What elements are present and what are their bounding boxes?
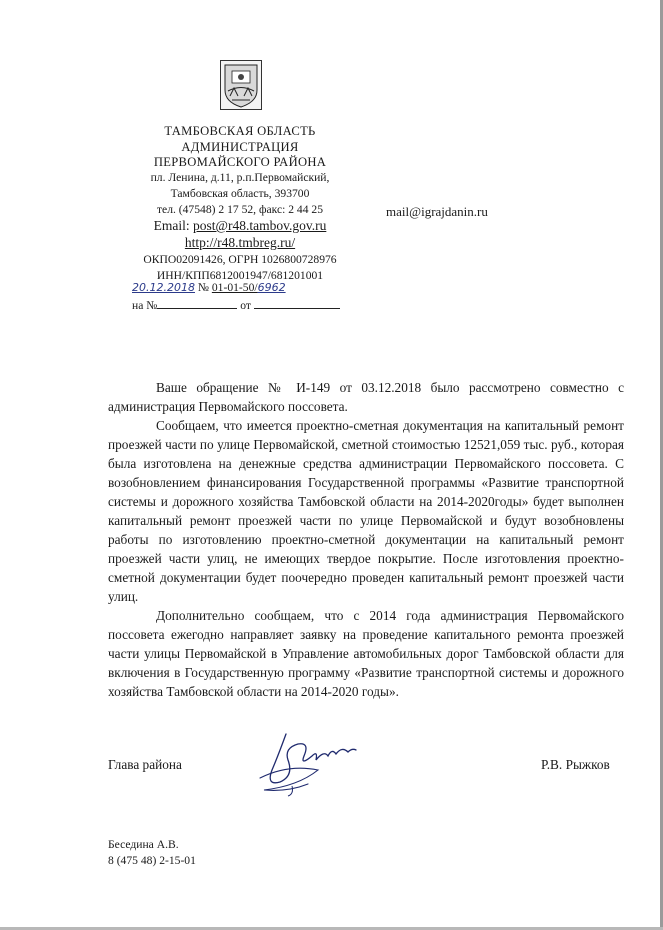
letterhead-inn-kpp: ИНН/КПП6812001947/681201001 [156,269,324,282]
letterhead-phone: тел. (47548) 2 17 52, факс: 2 44 25 [156,203,324,216]
reference-number-blank [157,298,237,309]
letterhead-okpo-ogrn: ОКПО02091426, ОГРН 1026800728976 [143,253,337,266]
body-paragraph-1: Ваше обращение № И-149 от 03.12.2018 было рассмотрено совместно с администрация Первомайского поссовета. [108,380,624,414]
reference-date-blank [254,298,340,309]
reference-line [132,298,340,312]
registration-date: 20.12.2018 [132,281,195,294]
letterhead-website-line [110,235,370,251]
email-link[interactable]: post@r48.tambov.gov.ru [193,218,327,233]
letterhead-district: ПЕРВОМАЙСКОГО РАЙОНА [153,155,327,169]
letterhead-admin: АДМИНИСТРАЦИЯ [181,140,299,154]
registration-line [132,281,286,294]
reference-from-label: от [240,299,251,312]
signatory-title: Глава района [108,757,182,772]
executor-phone: 8 (475 48) 2-15-01 [108,854,196,867]
letter-body [108,378,624,701]
registration-number-label: № [197,281,209,294]
email-label: Email: [153,218,194,233]
handwritten-signature [258,726,358,798]
signatory-name: Р.В. Рыжков [541,757,610,772]
website-link[interactable]: http://r48.tmbreg.ru/ [184,235,296,250]
letterhead-email-line [110,218,370,234]
body-paragraph-2: Сообщаем, что имеется проектно-сметная документация на капитальный ремонт проезжей части по улице Первомайской, сметной стоимостью 12521,059 тыс. руб., которая была изготовлена на денежные средства администрации Первомайского поссовета. С возобновлением финансирования Государственной программы «Развитие транспортной системы и дорожного хозяйства Тамбовской области на 2014-2020годы» будет выполнен капитальный ремонт проезжей части по улице Первомайской и будут возобновлены работы по изготовлению проектно-сметной документации на капитальный ремонт проезжей части улиц, не имеющих твердое покрытие. После изготовления проектно-сметной документации будет поочередно проведен капитальный ремонт проезжей части улиц. [108,418,624,604]
letterhead-address-line2: Тамбовская область, 393700 [170,187,310,200]
body-paragraph-3: Дополнительно сообщаем, что с 2014 года администрация Первомайского поссовета ежегодно направляет заявку на проведение капитального ремонта проезжей части улицы Первомайской в Управление автомобильных дорог Тамбовской области для включения в Государственную программу «Развитие транспортной системы и дорожного хозяйства Тамбовской области на 2014-2020 годы». [108,608,624,699]
executor-name: Беседина А.В. [108,838,179,851]
coat-of-arms-emblem [220,60,262,110]
registration-number-handwritten: 6962 [257,281,286,294]
executor-block [108,837,196,869]
letterhead-region: ТАМБОВСКАЯ ОБЛАСТЬ [164,124,316,138]
letterhead-address-line1: пл. Ленина, д.11, р.п.Первомайский, [150,171,330,184]
registration-number-prefix: 01-01-50/ [211,281,258,294]
reference-number-label: на № [132,299,158,312]
recipient-email: mail@igrajdanin.ru [386,204,488,219]
